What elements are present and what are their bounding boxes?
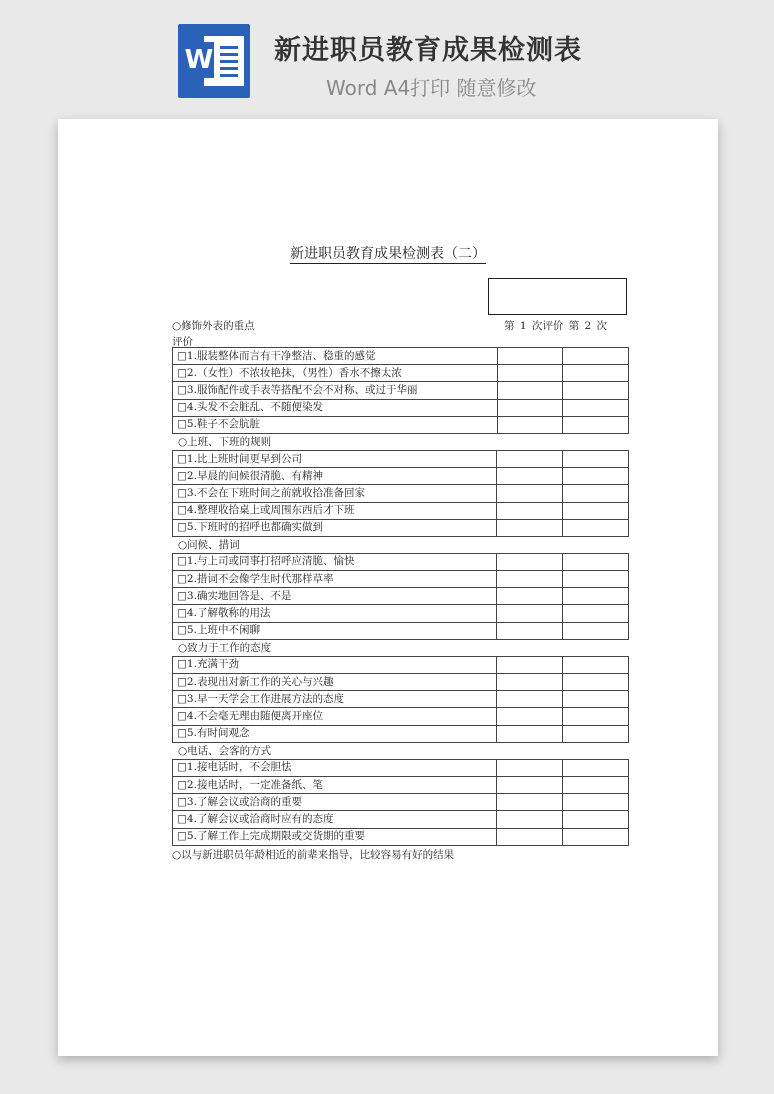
first-evaluation-cell[interactable] (497, 811, 563, 828)
first-evaluation-cell[interactable] (497, 502, 563, 519)
second-evaluation-cell[interactable] (563, 656, 629, 673)
second-evaluation-cell[interactable] (563, 759, 629, 776)
checklist-item[interactable]: □5.下班时的招呼也都确实做到 (173, 519, 497, 536)
table-row (173, 382, 629, 399)
first-evaluation-cell[interactable] (497, 759, 563, 776)
evaluation-label: 评价 (172, 336, 193, 348)
score-box[interactable] (488, 278, 627, 315)
first-evaluation-cell[interactable] (497, 605, 563, 622)
second-evaluation-cell[interactable] (563, 588, 629, 605)
checklist-item[interactable]: □2.措词不会像学生时代那样草率 (173, 571, 497, 588)
evaluation-columns-header: 第 1 次评价 第 2 次 (504, 320, 608, 332)
table-row (173, 794, 629, 811)
table-row (173, 365, 629, 382)
checklist-item[interactable]: □3.不会在下班时间之前就收拾准备回家 (173, 485, 497, 502)
first-evaluation-cell[interactable] (497, 365, 563, 382)
table-row (173, 656, 629, 673)
first-evaluation-cell[interactable] (497, 708, 563, 725)
second-evaluation-cell[interactable] (563, 674, 629, 691)
first-evaluation-cell[interactable] (497, 776, 563, 793)
second-evaluation-cell[interactable] (563, 571, 629, 588)
table-row (173, 553, 629, 570)
checklist-item[interactable]: □2.表现出对新工作的关心与兴趣 (173, 674, 497, 691)
second-evaluation-cell[interactable] (563, 365, 629, 382)
first-evaluation-cell[interactable] (497, 794, 563, 811)
checklist-item[interactable]: □1.比上班时间更早到公司 (173, 450, 497, 467)
second-evaluation-cell[interactable] (563, 828, 629, 845)
header (0, 0, 774, 112)
first-evaluation-cell[interactable] (497, 588, 563, 605)
table-row (173, 485, 629, 502)
table-row (173, 725, 629, 742)
first-evaluation-cell[interactable] (497, 399, 563, 416)
second-evaluation-cell[interactable] (563, 605, 629, 622)
first-evaluation-cell[interactable] (497, 450, 563, 467)
second-evaluation-cell[interactable] (563, 553, 629, 570)
second-evaluation-cell[interactable] (563, 485, 629, 502)
table-row (173, 674, 629, 691)
table-row (173, 811, 629, 828)
checklist-item[interactable]: □5.鞋子不会肮脏 (173, 416, 498, 433)
second-evaluation-cell[interactable] (563, 708, 629, 725)
checklist-sections (172, 347, 629, 863)
second-evaluation-cell[interactable] (563, 502, 629, 519)
first-evaluation-cell[interactable] (497, 416, 563, 433)
second-evaluation-cell[interactable] (563, 691, 629, 708)
checklist-item[interactable]: □4.了解会议或洽商时应有的态度 (173, 811, 497, 828)
section-heading-appearance: ○修饰外表的重点 (172, 320, 255, 332)
checklist-item[interactable]: □3.了解会议或洽商的重要 (173, 794, 497, 811)
checklist-item[interactable]: □1.充满干劲 (173, 656, 497, 673)
table-row (173, 450, 629, 467)
word-logo-letter: W (184, 42, 214, 78)
first-evaluation-cell[interactable] (497, 725, 563, 742)
document-title: 新进职员教育成果检测表（二） (290, 246, 486, 262)
second-evaluation-cell[interactable] (563, 725, 629, 742)
table-row (173, 468, 629, 485)
table-row (173, 759, 629, 776)
section-label: ○致力于工作的态度 (178, 641, 272, 654)
first-evaluation-cell[interactable] (497, 382, 563, 399)
section-label: ○电话、会客的方式 (178, 744, 272, 757)
checklist-table (172, 759, 629, 846)
first-evaluation-cell[interactable] (497, 571, 563, 588)
first-evaluation-cell[interactable] (497, 656, 563, 673)
checklist-item[interactable]: □5.有时间观念 (173, 725, 497, 742)
footer-note: ○以与新进职员年龄相近的前辈来指导，比较容易有好的结果 (172, 848, 455, 861)
table-row (173, 571, 629, 588)
checklist-item[interactable]: □1.服装整体而言有干净整洁、稳重的感觉 (173, 348, 498, 365)
checklist-item[interactable]: □4.整理收拾桌上或周围东西后才下班 (173, 502, 497, 519)
table-row (173, 828, 629, 845)
checklist-table (172, 347, 629, 434)
document-page (58, 119, 718, 1056)
second-evaluation-cell[interactable] (563, 776, 629, 793)
section-label: ○问候、措词 (178, 538, 240, 551)
section-label: ○上班、下班的规则 (178, 435, 272, 448)
checklist-table (172, 553, 629, 640)
second-evaluation-cell[interactable] (563, 450, 629, 467)
checklist-item[interactable]: □3.服饰配件或手表等搭配不会不对称、或过于华丽 (173, 382, 498, 399)
checklist-item[interactable]: □1.接电话时，不会胆怯 (173, 759, 497, 776)
table-row (173, 416, 629, 433)
first-evaluation-cell[interactable] (497, 348, 563, 365)
checklist-item[interactable]: □3.早一天学会工作进展方法的态度 (173, 691, 497, 708)
table-row (173, 519, 629, 536)
first-evaluation-cell[interactable] (497, 468, 563, 485)
second-evaluation-cell[interactable] (563, 468, 629, 485)
first-evaluation-cell[interactable] (497, 691, 563, 708)
table-row (173, 605, 629, 622)
checklist-item[interactable]: □4.不会毫无理由随便离开座位 (173, 708, 497, 725)
table-row (173, 348, 629, 365)
first-evaluation-cell[interactable] (497, 674, 563, 691)
word-logo-icon (178, 24, 250, 98)
app-subtitle: Word A4打印 随意修改 (326, 76, 537, 100)
checklist-item[interactable]: □2.早晨的问候很清脆、有精神 (173, 468, 497, 485)
first-evaluation-cell[interactable] (497, 622, 563, 639)
table-row (173, 622, 629, 639)
second-evaluation-cell[interactable] (563, 382, 629, 399)
second-evaluation-cell[interactable] (563, 811, 629, 828)
table-row (173, 588, 629, 605)
checklist-item[interactable]: □5.了解工作上完成期限或交货期的重要 (173, 828, 497, 845)
table-row (173, 691, 629, 708)
first-evaluation-cell[interactable] (497, 519, 563, 536)
second-evaluation-cell[interactable] (563, 794, 629, 811)
checklist-item[interactable]: □2.接电话时，一定准备纸、笔 (173, 776, 497, 793)
second-evaluation-cell[interactable] (563, 622, 629, 639)
checklist-item[interactable]: □5.上班中不闲聊 (173, 622, 497, 639)
second-evaluation-cell[interactable] (563, 519, 629, 536)
checklist-item[interactable]: □3.确实地回答是、不是 (173, 588, 497, 605)
first-evaluation-cell[interactable] (497, 485, 563, 502)
table-row (173, 502, 629, 519)
second-evaluation-cell[interactable] (563, 348, 629, 365)
first-evaluation-cell[interactable] (497, 828, 563, 845)
second-evaluation-cell[interactable] (563, 399, 629, 416)
second-evaluation-cell[interactable] (563, 416, 629, 433)
checklist-item[interactable]: □1.与上司或同事打招呼应清脆、愉快 (173, 553, 497, 570)
app-title: 新进职员教育成果检测表 (274, 35, 582, 66)
table-row (173, 399, 629, 416)
first-evaluation-cell[interactable] (497, 553, 563, 570)
checklist-table (172, 450, 629, 537)
checklist-item[interactable]: □2.（女性）不浓妆艳抹，（男性）香水不擦太浓 (173, 365, 498, 382)
checklist-table (172, 656, 629, 743)
checklist-item[interactable]: □4.了解敬称的用法 (173, 605, 497, 622)
table-row (173, 708, 629, 725)
table-row (173, 776, 629, 793)
checklist-item[interactable]: □4.头发不会脏乱、不随便染发 (173, 399, 498, 416)
